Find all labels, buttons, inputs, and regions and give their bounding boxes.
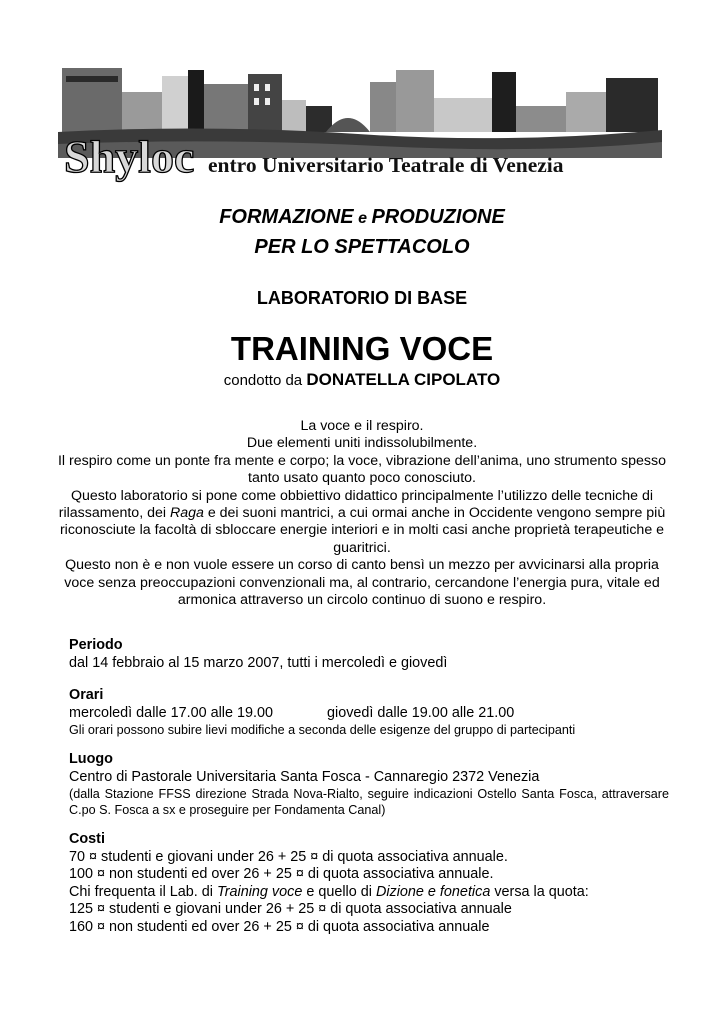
- shylock-logo: [58, 62, 662, 184]
- costi-line-5: 160 ¤ non studenti ed over 26 + 25 ¤ di quota associativa annuale: [69, 918, 490, 935]
- intro-line-1: La voce e il respiro.: [300, 418, 424, 434]
- orari-times: [69, 705, 669, 723]
- orari-heading: Orari: [69, 687, 104, 703]
- intro-line-4-c: e dei suoni mantrici, a cui ormai anche in Occidente vengono sempre più riconosciute la facoltà di sbloccare energie interiori e in molti casi anche proprietà terapeutiche e guaritrici.: [59, 505, 666, 556]
- conducted-by: [0, 370, 724, 390]
- costi-line-4: 125 ¤ studenti e giovani under 26 + 25 ¤ di quota associativa annuale: [69, 901, 512, 917]
- section-luogo: [69, 751, 669, 818]
- costi-line-1: 70 ¤ studenti e giovani under 26 + 25 ¤ di quota associativa annuale.: [69, 848, 508, 865]
- orari-giovedi: giovedì dalle 19.00 alle 21.00: [327, 704, 515, 721]
- costi-line-3-c: e quello di: [302, 883, 376, 900]
- lab-subtitle: LABORATORIO DI BASE: [256, 288, 468, 308]
- page-title: TRAINING VOCE: [230, 330, 494, 367]
- heading-line2: PER LO SPETTACOLO: [254, 236, 470, 258]
- luogo-place: Centro di Pastorale Universitaria Santa Fosca - Cannaregio 2372 Venezia: [69, 768, 540, 785]
- heading-word-e: e: [353, 210, 372, 227]
- logo-subtitle: entro Universitario Teatrale di Venezia: [208, 153, 564, 177]
- costi-training-voce: Training voce: [217, 883, 303, 900]
- luogo-heading: Luogo: [69, 751, 113, 767]
- orari-note: Gli orari possono subire lievi modifiche a seconda delle esigenze del gruppo di partecipanti: [69, 723, 576, 737]
- intro-text: [56, 418, 668, 609]
- costi-line-3-e: versa la quota:: [490, 883, 589, 900]
- heading-word-produzione: PRODUZIONE: [371, 206, 505, 228]
- costi-line-3: [69, 884, 669, 902]
- costi-line-3-a: Chi frequenta il Lab. di: [69, 883, 217, 900]
- costi-line-2: 100 ¤ non studenti ed over 26 + 25 ¤ di quota associativa annuale.: [69, 866, 494, 882]
- intro-line-4-a: Questo laboratorio si pone come obbiettivo didattico principalmente l’utilizzo delle tecniche di rilassamento, dei: [58, 487, 653, 522]
- periodo-text: dal 14 febbraio al 15 marzo 2007, tutti i mercoledì e giovedì: [69, 654, 448, 671]
- intro-raga: Raga: [169, 505, 204, 522]
- section-costi: [69, 831, 669, 936]
- intro-line-2: Due elementi uniti indissolubilmente.: [246, 435, 478, 452]
- heading-line1: [0, 206, 724, 229]
- intro-line-4: [56, 488, 668, 558]
- orari-mercoledi: mercoledì dalle 17.00 alle 19.00: [69, 704, 274, 721]
- section-periodo: [69, 637, 669, 672]
- costi-dizione-fonetica: Dizione e fonetica: [375, 883, 491, 900]
- heading-word-formazione: FORMAZIONE: [219, 206, 354, 228]
- conductor-name: DONATELLA CIPOLATO: [306, 370, 501, 389]
- luogo-directions: (dalla Stazione FFSS direzione Strada Nova-Rialto, seguire indicazioni Ostello Santa Fosca, attraversare C.po S. Fosca a sx e proseguire per Fondamenta Canal): [69, 787, 669, 817]
- logo-brand-text: Shyloc: [64, 131, 195, 182]
- periodo-heading: Periodo: [69, 637, 123, 653]
- intro-line-5: Questo non è e non vuole essere un corso di canto bensì un mezzo per avvicinarsi alla propria voce senza preoccupazioni convenzionali ma, al contrario, cercandone l’energia pura, vitale ed armonica attraverso un circolo continuo di suono e respiro.: [64, 557, 660, 609]
- costi-heading: Costi: [69, 831, 105, 847]
- section-orari: [69, 687, 669, 738]
- conducted-by-prefix: condotto da: [223, 372, 307, 389]
- intro-line-3: Il respiro come un ponte fra mente e corpo; la voce, vibrazione dell’anima, uno strumento spesso tanto usato quanto poco conosciuto.: [57, 452, 667, 487]
